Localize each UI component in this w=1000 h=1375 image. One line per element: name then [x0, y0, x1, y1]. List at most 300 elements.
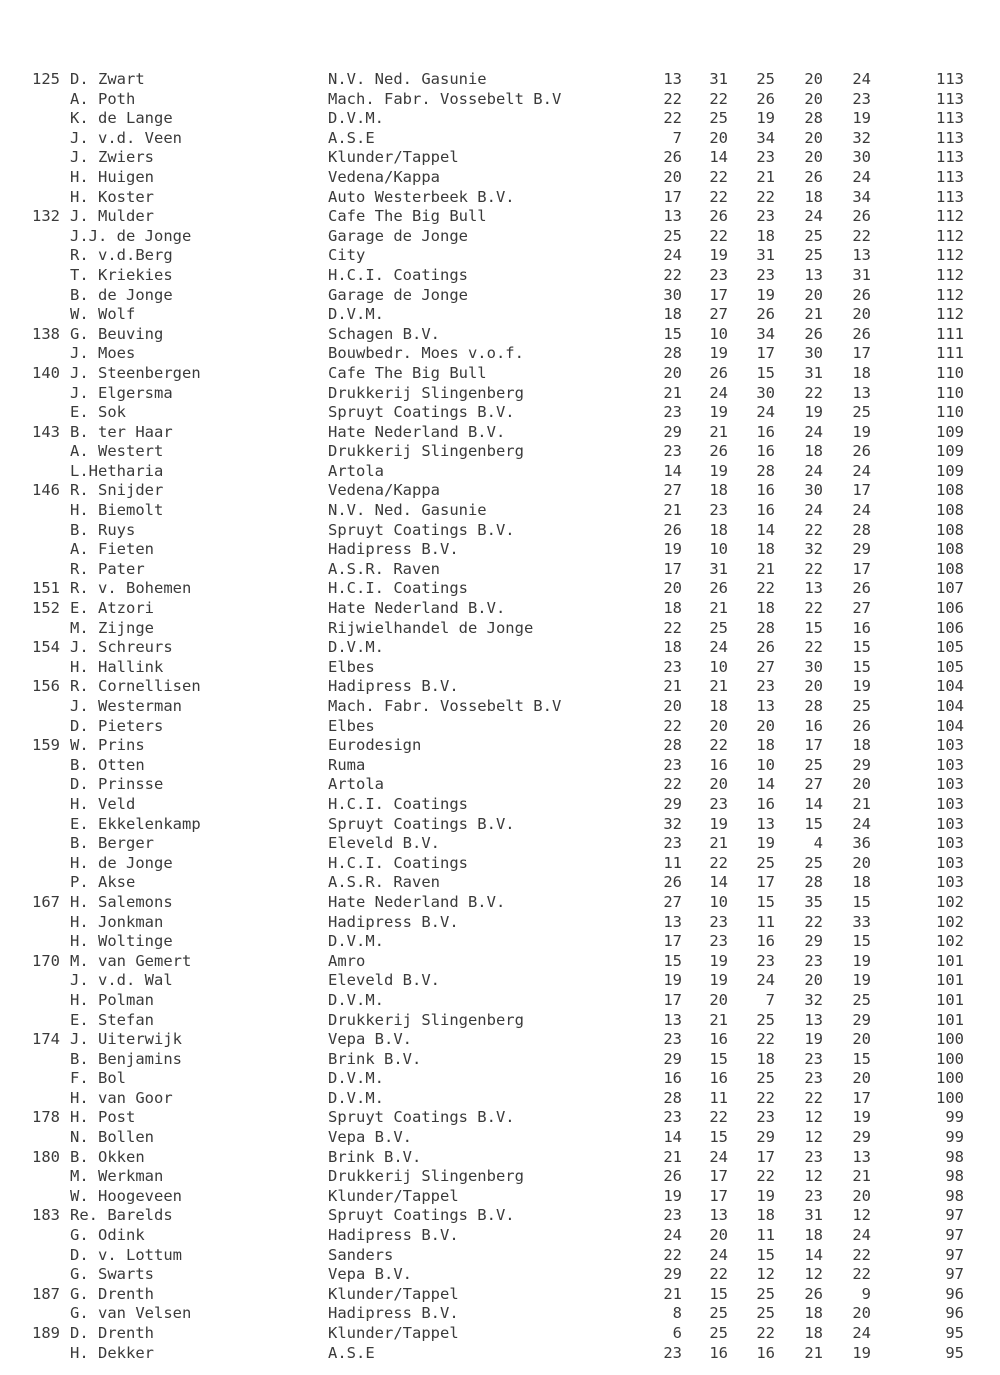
club-name: Spruyt Coatings B.V. — [328, 520, 515, 539]
total-score: 113 — [936, 89, 964, 108]
score-5: 36 — [852, 834, 871, 853]
player-name: G. Drenth — [70, 1284, 154, 1303]
total-score: 112 — [936, 265, 964, 284]
score-4: 22 — [804, 1088, 823, 1107]
score-2: 18 — [709, 481, 728, 500]
result-row — [0, 971, 1000, 991]
score-2: 20 — [709, 775, 728, 794]
score-1: 23 — [663, 657, 682, 676]
result-row — [0, 854, 1000, 874]
result-row — [0, 462, 1000, 482]
result-row — [0, 481, 1000, 501]
score-4: 15 — [804, 814, 823, 833]
total-score: 98 — [945, 1186, 964, 1205]
result-row — [0, 1011, 1000, 1031]
result-row — [0, 1030, 1000, 1050]
result-row — [0, 1050, 1000, 1070]
result-row — [0, 697, 1000, 717]
score-5: 17 — [852, 481, 871, 500]
score-1: 26 — [663, 520, 682, 539]
results-list — [0, 70, 1000, 1363]
player-name: D. Pieters — [70, 716, 164, 735]
score-2: 22 — [709, 736, 728, 755]
score-5: 26 — [852, 716, 871, 735]
score-3: 34 — [756, 128, 775, 147]
score-5: 21 — [852, 794, 871, 813]
score-5: 25 — [852, 403, 871, 422]
club-name: Garage de Jonge — [328, 285, 468, 304]
score-2: 16 — [709, 1343, 728, 1362]
score-1: 27 — [663, 481, 682, 500]
total-score: 108 — [936, 520, 964, 539]
player-name: H. de Jonge — [70, 853, 173, 872]
total-score: 108 — [936, 559, 964, 578]
score-2: 23 — [709, 794, 728, 813]
score-5: 25 — [852, 697, 871, 715]
score-5: 26 — [852, 442, 871, 461]
score-5: 26 — [852, 207, 871, 226]
club-name: Garage de Jonge — [328, 226, 468, 245]
score-4: 18 — [804, 1324, 823, 1342]
total-score: 110 — [936, 383, 964, 402]
club-name: Artola — [328, 775, 384, 794]
score-5: 26 — [852, 579, 871, 598]
score-5: 34 — [852, 187, 871, 206]
result-row — [0, 736, 1000, 756]
result-row — [0, 521, 1000, 541]
score-2: 11 — [709, 1088, 728, 1107]
score-5: 29 — [852, 755, 871, 774]
club-name: A.S.R. Raven — [328, 873, 440, 892]
score-5: 19 — [852, 1343, 871, 1362]
result-row — [0, 1167, 1000, 1187]
score-3: 16 — [756, 794, 775, 813]
score-5: 17 — [852, 1088, 871, 1107]
score-5: 15 — [852, 932, 871, 951]
score-4: 28 — [804, 109, 823, 128]
score-1: 20 — [663, 579, 682, 598]
score-2: 10 — [709, 657, 728, 676]
score-5: 32 — [852, 128, 871, 147]
score-2: 25 — [709, 109, 728, 128]
score-1: 13 — [663, 207, 682, 226]
score-1: 29 — [663, 794, 682, 813]
rank-cell: 180 — [32, 1147, 60, 1166]
result-row — [0, 1265, 1000, 1285]
score-5: 16 — [852, 618, 871, 637]
player-name: D. Drenth — [70, 1324, 154, 1342]
score-3: 18 — [756, 226, 775, 245]
score-5: 20 — [852, 853, 871, 872]
score-1: 18 — [663, 638, 682, 657]
score-2: 19 — [709, 246, 728, 265]
score-1: 23 — [663, 442, 682, 461]
score-2: 26 — [709, 207, 728, 226]
player-name: E. Sok — [70, 403, 126, 422]
rank-cell: 154 — [32, 638, 60, 657]
score-5: 13 — [852, 1147, 871, 1166]
score-2: 14 — [709, 148, 728, 167]
result-row — [0, 991, 1000, 1011]
score-2: 22 — [709, 853, 728, 872]
score-4: 26 — [804, 324, 823, 343]
score-1: 19 — [663, 1186, 682, 1205]
score-4: 18 — [804, 442, 823, 461]
total-score: 101 — [936, 971, 964, 990]
total-score: 107 — [936, 579, 964, 598]
score-5: 26 — [852, 285, 871, 304]
club-name: Eleveld B.V. — [328, 971, 440, 990]
total-score: 113 — [936, 167, 964, 186]
score-4: 18 — [804, 1304, 823, 1323]
club-name: Spruyt Coatings B.V. — [328, 1206, 515, 1225]
score-3: 24 — [756, 403, 775, 422]
player-name: H. Hallink — [70, 657, 164, 676]
score-3: 25 — [756, 853, 775, 872]
score-2: 18 — [709, 697, 728, 715]
score-3: 7 — [765, 990, 775, 1009]
result-row — [0, 1246, 1000, 1266]
score-2: 17 — [709, 285, 728, 304]
club-name: Mach. Fabr. Vossebelt B.V — [328, 697, 562, 715]
score-2: 21 — [709, 1010, 728, 1029]
score-1: 18 — [663, 599, 682, 618]
total-score: 101 — [936, 1010, 964, 1029]
player-name: G. Swarts — [70, 1265, 154, 1284]
score-3: 20 — [756, 716, 775, 735]
score-1: 28 — [663, 1088, 682, 1107]
player-name: D. Prinsse — [70, 775, 164, 794]
result-row — [0, 423, 1000, 443]
player-name: W. Wolf — [70, 305, 136, 324]
score-4: 30 — [804, 481, 823, 500]
score-3: 19 — [756, 109, 775, 128]
player-name: E. Stefan — [70, 1010, 154, 1029]
player-name: J. Mulder — [70, 207, 154, 226]
rank-cell: 187 — [32, 1284, 60, 1303]
score-3: 25 — [756, 1010, 775, 1029]
result-row — [0, 70, 1000, 90]
player-name: Re. Barelds — [70, 1206, 173, 1225]
score-1: 28 — [663, 736, 682, 755]
score-2: 15 — [709, 1284, 728, 1303]
score-1: 23 — [663, 403, 682, 422]
score-2: 19 — [709, 344, 728, 363]
total-score: 100 — [936, 1069, 964, 1088]
score-2: 22 — [709, 1108, 728, 1127]
score-1: 15 — [663, 324, 682, 343]
result-row — [0, 1148, 1000, 1168]
score-5: 24 — [852, 501, 871, 520]
score-5: 13 — [852, 246, 871, 265]
score-1: 20 — [663, 167, 682, 186]
score-2: 19 — [709, 971, 728, 990]
result-row — [0, 1089, 1000, 1109]
score-5: 20 — [852, 305, 871, 324]
result-row — [0, 90, 1000, 110]
score-1: 22 — [663, 109, 682, 128]
score-5: 29 — [852, 1128, 871, 1147]
score-3: 18 — [756, 540, 775, 559]
score-1: 20 — [663, 363, 682, 382]
score-1: 6 — [672, 1324, 682, 1342]
score-1: 13 — [663, 912, 682, 931]
player-name: H. Woltinge — [70, 932, 173, 951]
score-1: 21 — [663, 501, 682, 520]
score-1: 27 — [663, 892, 682, 911]
score-5: 19 — [852, 677, 871, 696]
score-1: 11 — [663, 853, 682, 872]
score-1: 22 — [663, 89, 682, 108]
total-score: 108 — [936, 540, 964, 559]
score-4: 20 — [804, 285, 823, 304]
score-3: 19 — [756, 834, 775, 853]
club-name: D.V.M. — [328, 305, 384, 324]
score-4: 17 — [804, 736, 823, 755]
total-score: 113 — [936, 148, 964, 167]
player-name: H. van Goor — [70, 1088, 173, 1107]
club-name: Vepa B.V. — [328, 1128, 412, 1147]
result-row — [0, 188, 1000, 208]
player-name: J. Steenbergen — [70, 363, 201, 382]
total-score: 98 — [945, 1167, 964, 1186]
player-name: H. Dekker — [70, 1343, 154, 1362]
score-3: 28 — [756, 461, 775, 480]
total-score: 101 — [936, 990, 964, 1009]
score-2: 20 — [709, 1226, 728, 1245]
score-3: 23 — [756, 951, 775, 970]
player-name: R. Cornellisen — [70, 677, 201, 696]
total-score: 106 — [936, 599, 964, 618]
score-5: 18 — [852, 736, 871, 755]
score-4: 21 — [804, 305, 823, 324]
total-score: 103 — [936, 834, 964, 853]
rank-cell: 189 — [32, 1324, 60, 1342]
score-3: 22 — [756, 1167, 775, 1186]
player-name: J. Zwiers — [70, 148, 154, 167]
club-name: Schagen B.V. — [328, 324, 440, 343]
result-row — [0, 344, 1000, 364]
score-1: 23 — [663, 1343, 682, 1362]
score-2: 15 — [709, 1049, 728, 1068]
score-3: 11 — [756, 912, 775, 931]
total-score: 95 — [945, 1343, 964, 1362]
club-name: Drukkerij Slingenberg — [328, 1010, 524, 1029]
player-name: R. Pater — [70, 559, 145, 578]
score-2: 23 — [709, 912, 728, 931]
rank-cell: 151 — [32, 579, 60, 598]
score-5: 33 — [852, 912, 871, 931]
total-score: 113 — [936, 128, 964, 147]
player-name: B. Okken — [70, 1147, 145, 1166]
score-4: 25 — [804, 226, 823, 245]
score-4: 31 — [804, 363, 823, 382]
total-score: 105 — [936, 657, 964, 676]
rank-cell: 143 — [32, 422, 60, 441]
result-row — [0, 1128, 1000, 1148]
player-name: B. Berger — [70, 834, 154, 853]
club-name: D.V.M. — [328, 1088, 384, 1107]
score-5: 18 — [852, 363, 871, 382]
club-name: H.C.I. Coatings — [328, 794, 468, 813]
club-name: Vedena/Kappa — [328, 481, 440, 500]
total-score: 100 — [936, 1030, 964, 1049]
score-1: 26 — [663, 1167, 682, 1186]
score-5: 24 — [852, 1324, 871, 1342]
score-3: 26 — [756, 305, 775, 324]
score-1: 20 — [663, 697, 682, 715]
player-name: J. Elgersma — [70, 383, 173, 402]
score-5: 23 — [852, 89, 871, 108]
score-5: 24 — [852, 1226, 871, 1245]
score-3: 15 — [756, 1245, 775, 1264]
total-score: 105 — [936, 638, 964, 657]
score-5: 19 — [852, 422, 871, 441]
club-name: D.V.M. — [328, 109, 384, 128]
player-name: L.Hetharia — [70, 461, 164, 480]
club-name: Elbes — [328, 716, 375, 735]
score-4: 12 — [804, 1265, 823, 1284]
result-row — [0, 560, 1000, 580]
total-score: 98 — [945, 1147, 964, 1166]
result-row — [0, 384, 1000, 404]
score-1: 17 — [663, 990, 682, 1009]
club-name: Drukkerij Slingenberg — [328, 1167, 524, 1186]
score-1: 23 — [663, 1108, 682, 1127]
score-5: 20 — [852, 1030, 871, 1049]
score-3: 13 — [756, 697, 775, 715]
score-1: 22 — [663, 716, 682, 735]
rank-cell: 167 — [32, 892, 60, 911]
score-5: 27 — [852, 599, 871, 618]
club-name: Spruyt Coatings B.V. — [328, 403, 515, 422]
score-3: 11 — [756, 1226, 775, 1245]
score-5: 20 — [852, 1304, 871, 1323]
player-name: R. v. Bohemen — [70, 579, 192, 598]
score-1: 22 — [663, 618, 682, 637]
score-5: 20 — [852, 775, 871, 794]
score-2: 26 — [709, 363, 728, 382]
score-5: 24 — [852, 167, 871, 186]
score-4: 23 — [804, 951, 823, 970]
club-name: D.V.M. — [328, 638, 384, 657]
total-score: 97 — [945, 1245, 964, 1264]
club-name: Spruyt Coatings B.V. — [328, 814, 515, 833]
rank-cell: 132 — [32, 207, 60, 226]
score-1: 26 — [663, 873, 682, 892]
result-row — [0, 795, 1000, 815]
score-2: 22 — [709, 187, 728, 206]
result-row — [0, 403, 1000, 423]
score-2: 19 — [709, 403, 728, 422]
result-row — [0, 815, 1000, 835]
score-1: 24 — [663, 246, 682, 265]
score-4: 20 — [804, 89, 823, 108]
result-row — [0, 207, 1000, 227]
score-2: 17 — [709, 1167, 728, 1186]
player-name: H. Biemolt — [70, 501, 164, 520]
rank-cell: 125 — [32, 70, 60, 88]
score-2: 21 — [709, 677, 728, 696]
total-score: 108 — [936, 481, 964, 500]
player-name: T. Kriekies — [70, 265, 173, 284]
total-score: 109 — [936, 442, 964, 461]
rank-cell: 170 — [32, 951, 60, 970]
score-1: 32 — [663, 814, 682, 833]
score-5: 25 — [852, 990, 871, 1009]
result-row — [0, 501, 1000, 521]
score-2: 17 — [709, 1186, 728, 1205]
total-score: 97 — [945, 1206, 964, 1225]
result-row — [0, 1324, 1000, 1344]
club-name: Hate Nederland B.V. — [328, 422, 506, 441]
total-score: 113 — [936, 109, 964, 128]
score-4: 35 — [804, 892, 823, 911]
score-4: 29 — [804, 932, 823, 951]
score-5: 19 — [852, 971, 871, 990]
score-4: 23 — [804, 1186, 823, 1205]
score-3: 15 — [756, 892, 775, 911]
player-name: E. Ekkelenkamp — [70, 814, 201, 833]
score-2: 16 — [709, 1069, 728, 1088]
score-1: 7 — [672, 128, 682, 147]
score-3: 27 — [756, 657, 775, 676]
result-row — [0, 579, 1000, 599]
score-2: 20 — [709, 716, 728, 735]
club-name: Brink B.V. — [328, 1049, 422, 1068]
club-name: Artola — [328, 461, 384, 480]
club-name: Amro — [328, 951, 366, 970]
player-name: D. Zwart — [70, 70, 145, 88]
score-5: 24 — [852, 814, 871, 833]
score-3: 23 — [756, 1108, 775, 1127]
total-score: 106 — [936, 618, 964, 637]
score-5: 17 — [852, 559, 871, 578]
result-row — [0, 305, 1000, 325]
score-5: 21 — [852, 1167, 871, 1186]
score-3: 17 — [756, 344, 775, 363]
score-1: 21 — [663, 1147, 682, 1166]
score-4: 18 — [804, 1226, 823, 1245]
score-3: 29 — [756, 1128, 775, 1147]
score-2: 20 — [709, 990, 728, 1009]
club-name: Vedena/Kappa — [328, 167, 440, 186]
player-name: J. v.d. Veen — [70, 128, 182, 147]
score-5: 22 — [852, 1265, 871, 1284]
player-name: W. Hoogeveen — [70, 1186, 182, 1205]
score-4: 16 — [804, 716, 823, 735]
score-3: 23 — [756, 148, 775, 167]
total-score: 112 — [936, 207, 964, 226]
score-3: 16 — [756, 481, 775, 500]
score-1: 23 — [663, 1206, 682, 1225]
player-name: J. Westerman — [70, 697, 182, 715]
club-name: A.S.R. Raven — [328, 559, 440, 578]
club-name: Drukkerij Slingenberg — [328, 442, 524, 461]
score-2: 21 — [709, 599, 728, 618]
player-name: R. v.d.Berg — [70, 246, 173, 265]
club-name: Hate Nederland B.V. — [328, 599, 506, 618]
club-name: N.V. Ned. Gasunie — [328, 501, 487, 520]
club-name: Auto Westerbeek B.V. — [328, 187, 515, 206]
score-4: 28 — [804, 873, 823, 892]
score-5: 29 — [852, 540, 871, 559]
total-score: 101 — [936, 951, 964, 970]
score-1: 19 — [663, 540, 682, 559]
result-row — [0, 677, 1000, 697]
total-score: 110 — [936, 363, 964, 382]
result-row — [0, 619, 1000, 639]
